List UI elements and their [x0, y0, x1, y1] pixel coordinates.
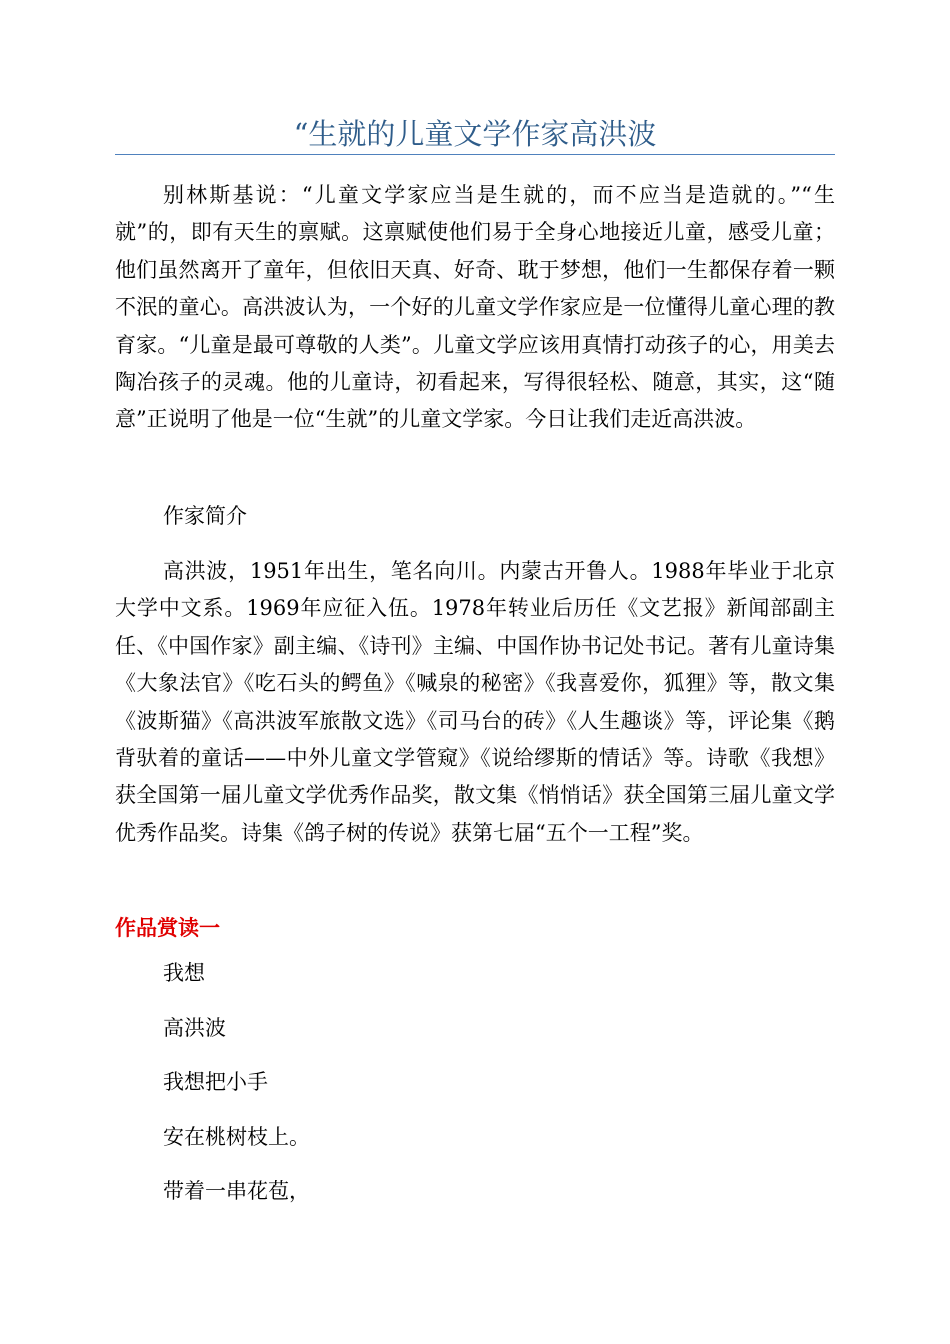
- document-title: “生就的儿童文学作家高洪波: [293, 117, 657, 151]
- poem-line: 我想把小手: [163, 1070, 268, 1094]
- poem-line: 安在桃树枝上。: [163, 1125, 310, 1149]
- poem-line: 带着一串花苞，: [163, 1179, 310, 1203]
- title-underline: [115, 154, 835, 155]
- poem-title: 我想: [163, 961, 205, 985]
- intro-paragraph: 别林斯基说：“儿童文学家应当是生就的，而不应当是造就的。”“生就”的，即有天生的禀赋。这禀赋使他们易于全身心地接近儿童，感受儿童；他们虽然离开了童年，但依旧天真、好奇、耽于梦想，他们一生都保存着一颗不泯的童心。高洪波认为，一个好的儿童文学作家应是一位懂得儿童心理的教育家。“儿童是最可尊敬的人类”。儿童文学应该用真情打动孩子的心，用美去陶冶孩子的灵魂。他的儿童诗，初看起来，写得很轻松、随意，其实，这“随意”正说明了他是一位“生就”的儿童文学家。今日让我们走近高洪波。: [115, 183, 835, 432]
- bio-heading: 作家简介: [163, 504, 247, 528]
- poem-author: 高洪波: [163, 1016, 226, 1040]
- section-heading: 作品赏读一: [115, 916, 220, 940]
- bio-paragraph: 高洪波，1951年出生，笔名向川。内蒙古开鲁人。1988年毕业于北京大学中文系。1969年应征入伍。1978年转业后历任《文艺报》新闻部副主任、《中国作家》副主编、《诗刊》主编、中国作协书记处书记。著有儿童诗集《大象法官》《吃石头的鳄鱼》《喊泉的秘密》《我喜爱你，狐狸》等，散文集《波斯猫》《高洪波军旅散文选》《司马台的砖》《人生趣谈》等，评论集《鹅背驮着的童话——中外儿童文学管窥》《说给缪斯的情话》等。诗歌《我想》获全国第一届儿童文学优秀作品奖，散文集《悄悄话》获全国第三届儿童文学优秀作品奖。诗集《鸽子树的传说》获第七届“五个一工程”奖。: [115, 559, 835, 845]
